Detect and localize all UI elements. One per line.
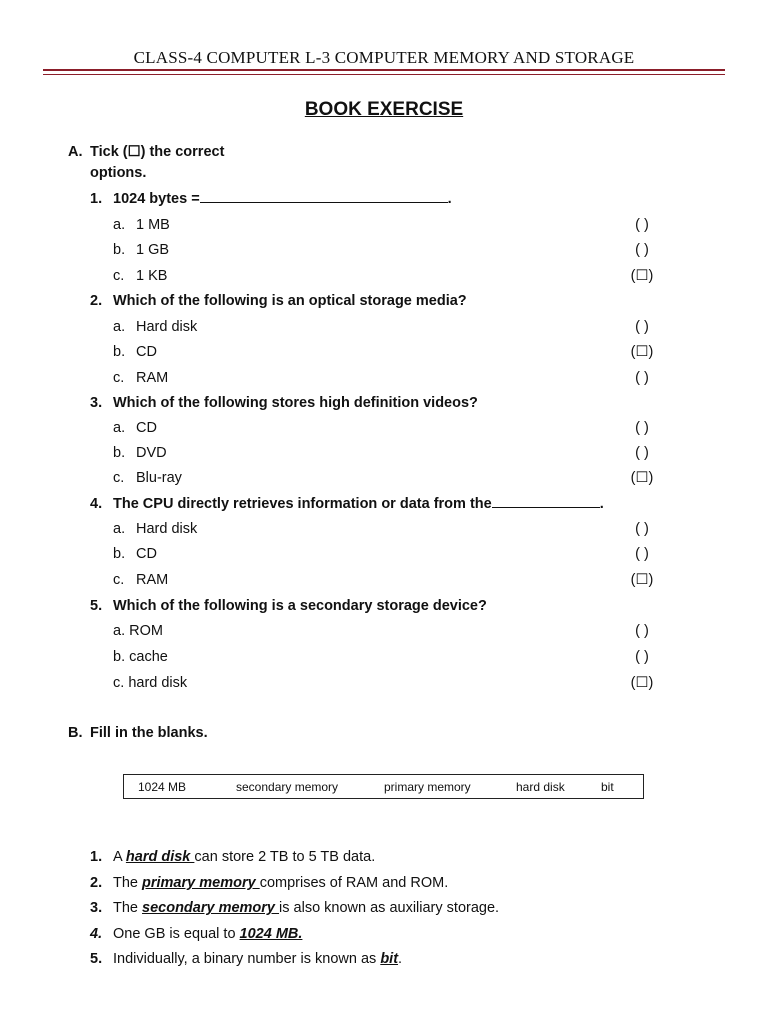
option-label — [113, 674, 187, 692]
tick-box: ( ) — [635, 319, 649, 335]
answer-blank — [200, 190, 448, 203]
section-a-label: A. — [68, 144, 83, 160]
question-number: 2. — [90, 293, 103, 309]
section-b-title: Fill in the blanks. — [90, 725, 208, 741]
option-text: hard disk — [128, 675, 188, 691]
option-letter: a. — [113, 420, 126, 436]
tick-box: (☐) — [630, 572, 654, 588]
tick-box: ( ) — [635, 445, 649, 461]
fill-pre: The — [113, 875, 143, 891]
question-text — [113, 190, 452, 208]
tick-box: (☐) — [630, 268, 654, 284]
section-a-title-line2: options. — [90, 165, 147, 181]
fill-pre: The — [113, 900, 143, 916]
fill-item — [113, 874, 448, 892]
word-bank — [123, 774, 644, 799]
fill-item — [113, 899, 499, 917]
option-letter: c. — [113, 268, 125, 284]
tick-box: ( ) — [635, 649, 649, 665]
section-b-label: B. — [68, 725, 83, 741]
tick-box: ( ) — [635, 420, 649, 436]
fill-item — [113, 848, 375, 866]
fill-item-number: 3. — [90, 900, 103, 916]
option-letter: b. — [113, 445, 126, 461]
fill-item-number: 2. — [90, 875, 103, 891]
tick-box: ( ) — [635, 546, 649, 562]
question-number: 4. — [90, 496, 103, 512]
question-text-content: 1024 bytes = — [113, 191, 200, 207]
question-tail: . — [447, 191, 452, 207]
question-text-content: The CPU directly retrieves information or data from the — [113, 496, 492, 512]
fill-post: . — [398, 951, 403, 967]
option-text: 1 KB — [136, 268, 168, 284]
option-text: 1 GB — [136, 242, 170, 258]
fill-pre: One GB is equal to — [113, 926, 240, 942]
fill-answer: hard disk — [125, 849, 195, 865]
fill-post: can store 2 TB to 5 TB data. — [194, 849, 376, 865]
tick-box: (☐) — [630, 470, 654, 486]
tick-box: (☐) — [630, 675, 654, 691]
question-text: Which of the following is a secondary storage device? — [113, 598, 487, 614]
question-text — [113, 495, 604, 513]
option-text: CD — [136, 344, 157, 360]
tick-box: ( ) — [635, 521, 649, 537]
option-text: CD — [136, 420, 157, 436]
tick-box: (☐) — [630, 344, 654, 360]
answer-blank — [492, 495, 600, 508]
option-text: CD — [136, 546, 157, 562]
fill-pre: Individually, a binary number is known as — [113, 951, 381, 967]
option-text: Blu-ray — [136, 470, 182, 486]
option-text: 1 MB — [136, 217, 170, 233]
option-text: ROM — [129, 623, 163, 639]
question-number: 1. — [90, 191, 103, 207]
option-text: Hard disk — [136, 319, 198, 335]
fill-answer: bit — [380, 951, 399, 967]
fill-item-number: 4. — [90, 926, 103, 942]
question-tail: . — [599, 496, 604, 512]
question-number: 3. — [90, 395, 103, 411]
header-rule-thick — [43, 69, 725, 71]
option-letter: b. — [113, 242, 126, 258]
option-letter: a. — [113, 217, 126, 233]
tick-box: ( ) — [635, 242, 649, 258]
book-exercise-title: BOOK EXERCISE — [304, 99, 464, 120]
option-letter: c. — [113, 572, 125, 588]
header-rule-thin — [43, 74, 725, 75]
tick-box: ( ) — [635, 623, 649, 639]
fill-answer: 1024 MB. — [239, 926, 303, 942]
fill-post: is also known as auxiliary storage. — [279, 900, 500, 916]
word-bank-item: primary memory — [384, 780, 471, 794]
word-bank-item: bit — [601, 780, 614, 794]
tick-box: ( ) — [635, 217, 649, 233]
option-letter: b. — [113, 649, 126, 665]
fill-item — [113, 950, 402, 968]
option-text: Hard disk — [136, 521, 198, 537]
option-letter: b. — [113, 344, 126, 360]
option-letter: a. — [113, 319, 126, 335]
fill-item — [113, 925, 302, 943]
option-letter: a. — [113, 623, 126, 639]
option-text: cache — [129, 649, 168, 665]
fill-pre: A — [113, 849, 126, 865]
fill-answer: primary memory — [142, 875, 260, 891]
option-label — [113, 622, 163, 640]
word-bank-item: hard disk — [516, 780, 565, 794]
question-text: Which of the following is an optical storage media? — [113, 293, 467, 309]
option-text: RAM — [136, 370, 169, 386]
option-letter: c. — [113, 470, 125, 486]
option-label — [113, 648, 168, 666]
word-bank-item: 1024 MB — [138, 780, 187, 794]
option-text: RAM — [136, 572, 169, 588]
section-a-title-line1: Tick (☐) the correct — [90, 144, 225, 160]
option-letter: b. — [113, 546, 126, 562]
fill-item-number: 5. — [90, 951, 103, 967]
question-number: 5. — [90, 598, 103, 614]
fill-post: comprises of RAM and ROM. — [259, 875, 449, 891]
option-text: DVD — [136, 445, 167, 461]
fill-item-number: 1. — [90, 849, 103, 865]
option-letter: c. — [113, 370, 125, 386]
tick-box: ( ) — [635, 370, 649, 386]
option-letter: a. — [113, 521, 126, 537]
word-bank-item: secondary memory — [236, 780, 339, 794]
header-title: CLASS-4 COMPUTER L-3 COMPUTER MEMORY AND STORAGE — [133, 48, 635, 67]
option-letter: c. — [113, 675, 125, 691]
question-text: Which of the following stores high definition videos? — [113, 395, 478, 411]
fill-answer: secondary memory — [142, 900, 280, 916]
